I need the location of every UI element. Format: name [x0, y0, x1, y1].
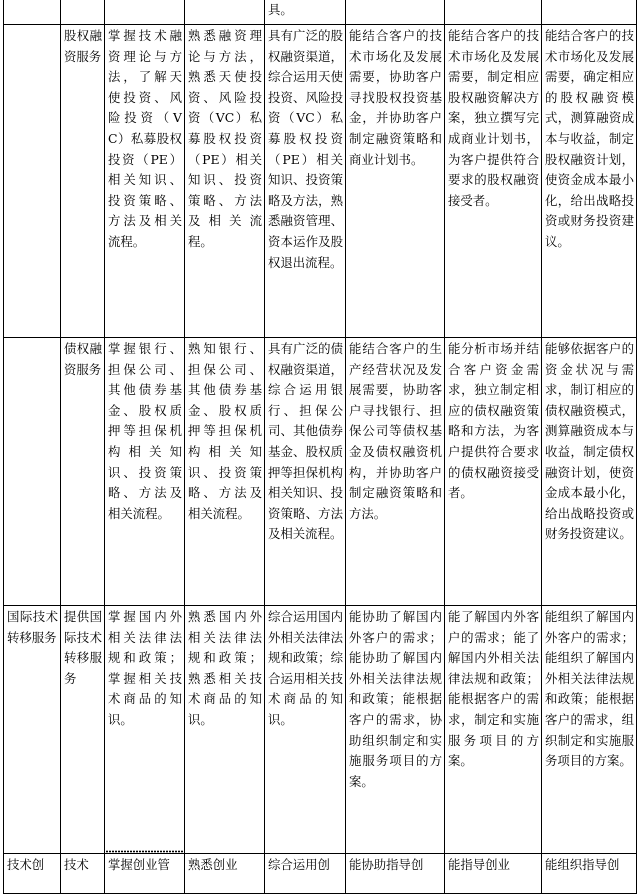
knowledge-level-1-cell: 掌握国内外相关法律法规和政策；掌握相关技术商品的知识。 [105, 606, 185, 854]
skill-level-1-cell [346, 0, 445, 25]
skill-level-1-cell: 能协助了解国内外客户的需求；能协助了解国内外相关法律法规和政策；能根据客户的需求，协助组织制定和实施服务项目的方案。 [346, 606, 445, 854]
knowledge-level-1-cell: 掌握创业管 [105, 854, 185, 894]
skill-level-2-cell: 能了解国内外客户的需求；能了解国内外相关法律法规和政策；能根据客户的需求，制定和实施服务项目的方案。 [445, 606, 542, 854]
table-row [4, 0, 637, 25]
skill-level-1-cell: 能结合客户的生产经营状况及发展需要，协助客户寻找银行、担保公司等债权基金及债权融资机构，并协助客户制定融资策略和方法。 [346, 338, 445, 606]
service-cell: 提供国际技术转移服务 [61, 606, 105, 854]
knowledge-level-3-cell: 具有广泛的债权融资渠道，综合运用银行、担保公司、其他债券基金、股权质押等担保机构相关知识、投资策略、方法及相关流程。 [265, 338, 346, 606]
skill-level-3-cell: 能够依据客户的资金状况与需求，制订相应的债权融资模式，测算融资成本与收益，制定债权融资计划，使资金成本最小化，给出战略投资或财务投资建议。 [542, 338, 637, 606]
competency-table [3, 0, 637, 894]
service-cell [61, 0, 105, 25]
skill-level-3-cell [542, 0, 637, 25]
table-row [4, 854, 637, 894]
table-row [4, 338, 637, 606]
knowledge-level-2-cell: 熟悉国内外相关法律法规和政策；熟悉相关技术商品的知识。 [185, 606, 265, 854]
skill-level-3-cell: 能结合客户的技术市场化及发展需要，确定相应的股权融资模式，测算融资成本与收益，制定股权融资计划，使资金成本最小化，给出战略投资或财务投资建议。 [542, 25, 637, 338]
knowledge-level-3-cell: 综合运用创 [265, 854, 346, 894]
skill-level-1-cell: 能协助指导创 [346, 854, 445, 894]
knowledge-level-2-cell: 熟悉融资理论与方法，熟悉天使投资、风险投资（VC）私募股权投资（PE）相关知识、投资策略、方法及相关流程。 [185, 25, 265, 338]
skill-level-3-cell: 能组织指导创 [542, 854, 637, 894]
category-cell [4, 25, 61, 338]
knowledge-level-3-cell: 具有广泛的股权融资渠道，综合运用天使投资、风险投资（VC）私募股权投资（PE）相关知识、投资策略及方法，熟悉融资管理、资本运作及股权退出流程。 [265, 25, 346, 338]
knowledge-level-1-cell: 掌握技术融资理论与方法，了解天使投资、风险投资（VC）私募股权投资（PE）相关知识、投资策略、方法及相关流程。 [105, 25, 185, 338]
category-cell [4, 338, 61, 606]
knowledge-level-2-cell [185, 0, 265, 25]
skill-level-2-cell [445, 0, 542, 25]
knowledge-level-1-cell [105, 0, 185, 25]
category-cell [4, 0, 61, 25]
service-cell: 技术 [61, 854, 105, 894]
skill-level-1-cell: 能结合客户的技术市场化及发展需要，协助客户寻找股权投资基金，并协助客户制定融资策略和商业计划书。 [346, 25, 445, 338]
table-row [4, 606, 637, 854]
knowledge-level-3-cell: 具。 [265, 0, 346, 25]
knowledge-level-2-cell: 熟知银行、担保公司、其他债券基金、股权质押等担保机构相关知识、投资策略、方法及相关流程。 [185, 338, 265, 606]
knowledge-level-1-cell: 掌握银行、担保公司、其他债券基金、股权质押等担保机构相关知识、投资策略、方法及相关流程。 [105, 338, 185, 606]
skill-level-3-cell: 能组织了解国内外客户的需求；能组织了解国内外相关法律法规和政策；能根据客户的需求，组织制定和实施服务项目的方案。 [542, 606, 637, 854]
skill-level-2-cell: 能分析市场并结合客户资金需求，独立制定相应的债权融资策略和方法，为客户提供符合要求的债权融资接受者。 [445, 338, 542, 606]
knowledge-level-3-cell: 综合运用国内外相关法律法规和政策；综合运用相关技术商品的知识。 [265, 606, 346, 854]
category-cell: 国际技术转移服务 [4, 606, 61, 854]
service-cell: 债权融资服务 [61, 338, 105, 606]
knowledge-level-2-cell: 熟悉创业 [185, 854, 265, 894]
table-row [4, 25, 637, 338]
category-cell: 技术创 [4, 854, 61, 894]
service-cell: 股权融资服务 [61, 25, 105, 338]
skill-level-2-cell: 能指导创业 [445, 854, 542, 894]
skill-level-2-cell: 能结合客户的技术市场化及发展需要，制定相应股权融资解决方案，独立撰写完成商业计划书，为客户提供符合要求的股权融资接受者。 [445, 25, 542, 338]
